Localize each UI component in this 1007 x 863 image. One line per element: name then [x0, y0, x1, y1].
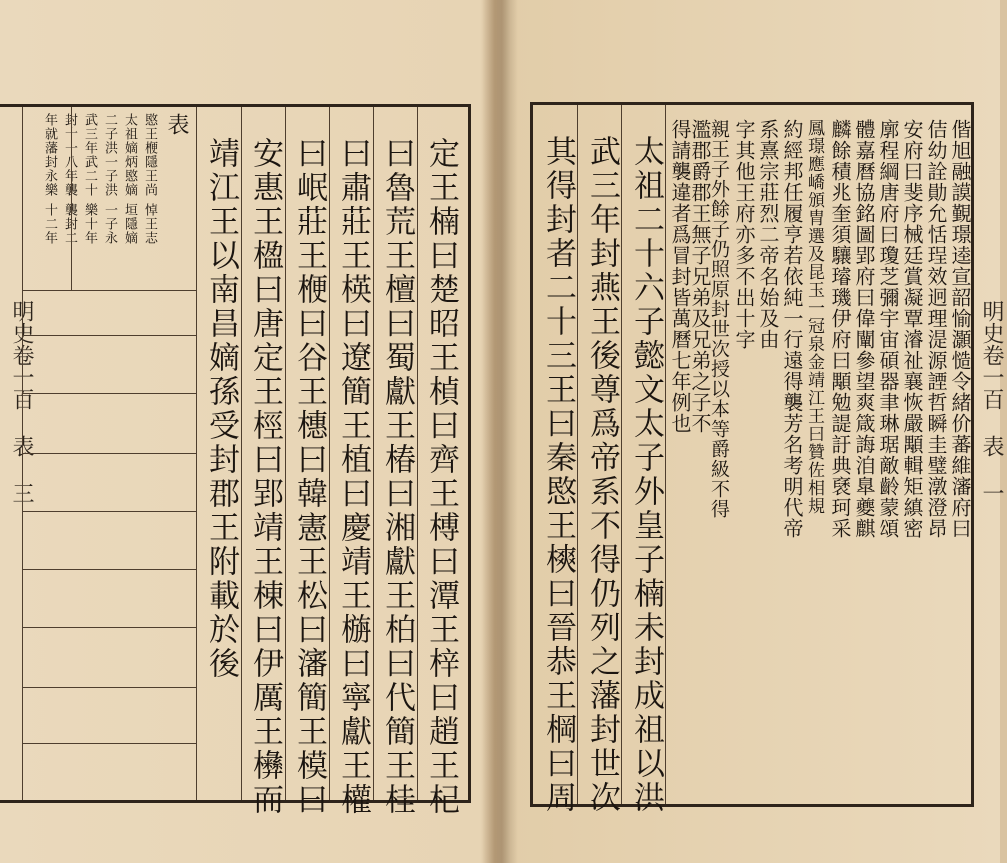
text-column: 靖江王以南昌嫡孫受封郡王附載於後 — [203, 137, 239, 681]
left-margin-tab: 明史卷一百 表 三 — [9, 300, 34, 504]
table-rule — [23, 627, 197, 628]
table-cell: 樂十年 — [82, 203, 97, 245]
note-column: 親王子外餘子仍照原封世次授以本等爵級不得 — [708, 119, 730, 519]
note-column: 麟餘積兆奎須驤璿璣伊府曰顒勉諟訏典褎珂采 — [828, 119, 852, 539]
note-column: 佶幼詮勛允恬珵效迥理湜源諲哲瞬圭璧潡澄昂 — [924, 119, 948, 539]
note-column: 安府曰斐序械廷賞凝覃濬祉襄恢嚴顒輯矩縝密 — [900, 119, 924, 539]
table-rule — [23, 687, 197, 688]
table-cell: 二子洪一子洪 — [102, 113, 117, 197]
table-cell: 武三年武二十 — [82, 113, 97, 197]
genealogy-table — [22, 107, 197, 800]
note-column: 約經邦任履亨若依純一行遠得襲芳名考明代帝 — [780, 119, 804, 539]
table-cell: 垣隱嫡 — [122, 203, 137, 245]
right-page-frame — [530, 102, 974, 815]
table-rule — [23, 511, 197, 512]
right-text-block — [533, 105, 665, 815]
left-page-frame — [0, 104, 471, 817]
table-rule — [71, 107, 72, 290]
table-rule — [23, 453, 197, 454]
right-page — [502, 0, 1004, 863]
text-column: 曰肅莊王楧曰遼簡王植曰慶靖王㮵曰寧獻王權 — [335, 137, 371, 817]
table-cell: 太祖嫡炳愍嫡 — [122, 113, 137, 197]
table-header-cell — [23, 107, 197, 291]
right-note-block — [665, 105, 972, 804]
table-rule — [23, 569, 197, 570]
note-column: 鳳璟應嶠頒胄選及昆玉一冠泉金靖江王曰贊佐相規 — [804, 119, 824, 515]
note-column: 字其他王府亦多不出十字 — [732, 119, 756, 350]
text-column: 曰岷莊王楩曰谷王橞曰韓憲王松曰瀋簡王模曰 — [291, 137, 327, 817]
table-rule — [23, 393, 197, 394]
table-rule — [23, 335, 197, 336]
table-cell: 襲封二 — [62, 203, 77, 245]
note-column: 濫郡爵郡王無子兄弟及兄弟之子不 — [688, 119, 712, 434]
table-cell: 十二年 — [42, 203, 57, 245]
table-header: 表 — [164, 113, 189, 136]
text-column: 曰魯荒王檀曰蜀獻王椿曰湘獻王柏曰代簡王桂 — [379, 137, 415, 817]
text-column: 定王楠曰楚昭王楨曰齊王榑曰潭王梓曰趙王杞 — [423, 137, 459, 817]
right-margin-tab: 明史卷一百 表 一 — [979, 300, 1004, 504]
table-rule — [23, 743, 197, 744]
text-column: 安惠王楹曰唐定王桱曰郢靖王棟曰伊厲王㰘而 — [247, 137, 283, 817]
note-column: 偕旭融謨覲璟逵宣韶愉灝慥令緒价蕃維瀋府曰 — [948, 119, 972, 539]
text-column: 武三年封燕王後尊爲帝系不得仍列之藩封世次 — [584, 135, 620, 815]
note-column: 得請襲違者爲冒封皆萬曆七年例也 — [668, 119, 692, 434]
table-cell: 封十一八年襲 — [62, 113, 77, 197]
left-page — [0, 0, 498, 863]
table-cell: 愍王楩隱王尚 — [142, 113, 157, 197]
table-cell: 一子永 — [102, 203, 117, 245]
note-column: 體嘉曆協銘圖郢府曰偉闡參望爽箴誨洎臯夔麒 — [852, 119, 876, 539]
table-cell: 悼王志 — [142, 203, 157, 245]
text-column: 其得封者二十三王曰秦愍王樉曰晉恭王棡曰周 — [540, 135, 576, 815]
note-column: 廓程綱唐府曰瓊芝彌宇宙碩器聿琳琚敵齡蒙頌 — [876, 119, 900, 539]
left-text-block — [196, 107, 469, 817]
note-column: 系熹宗莊烈二帝名始及由 — [756, 119, 780, 350]
table-cell: 年就藩封永樂 — [42, 113, 57, 197]
text-column: 太祖二十六子懿文太子外皇子楠未封成祖以洪 — [628, 135, 664, 815]
